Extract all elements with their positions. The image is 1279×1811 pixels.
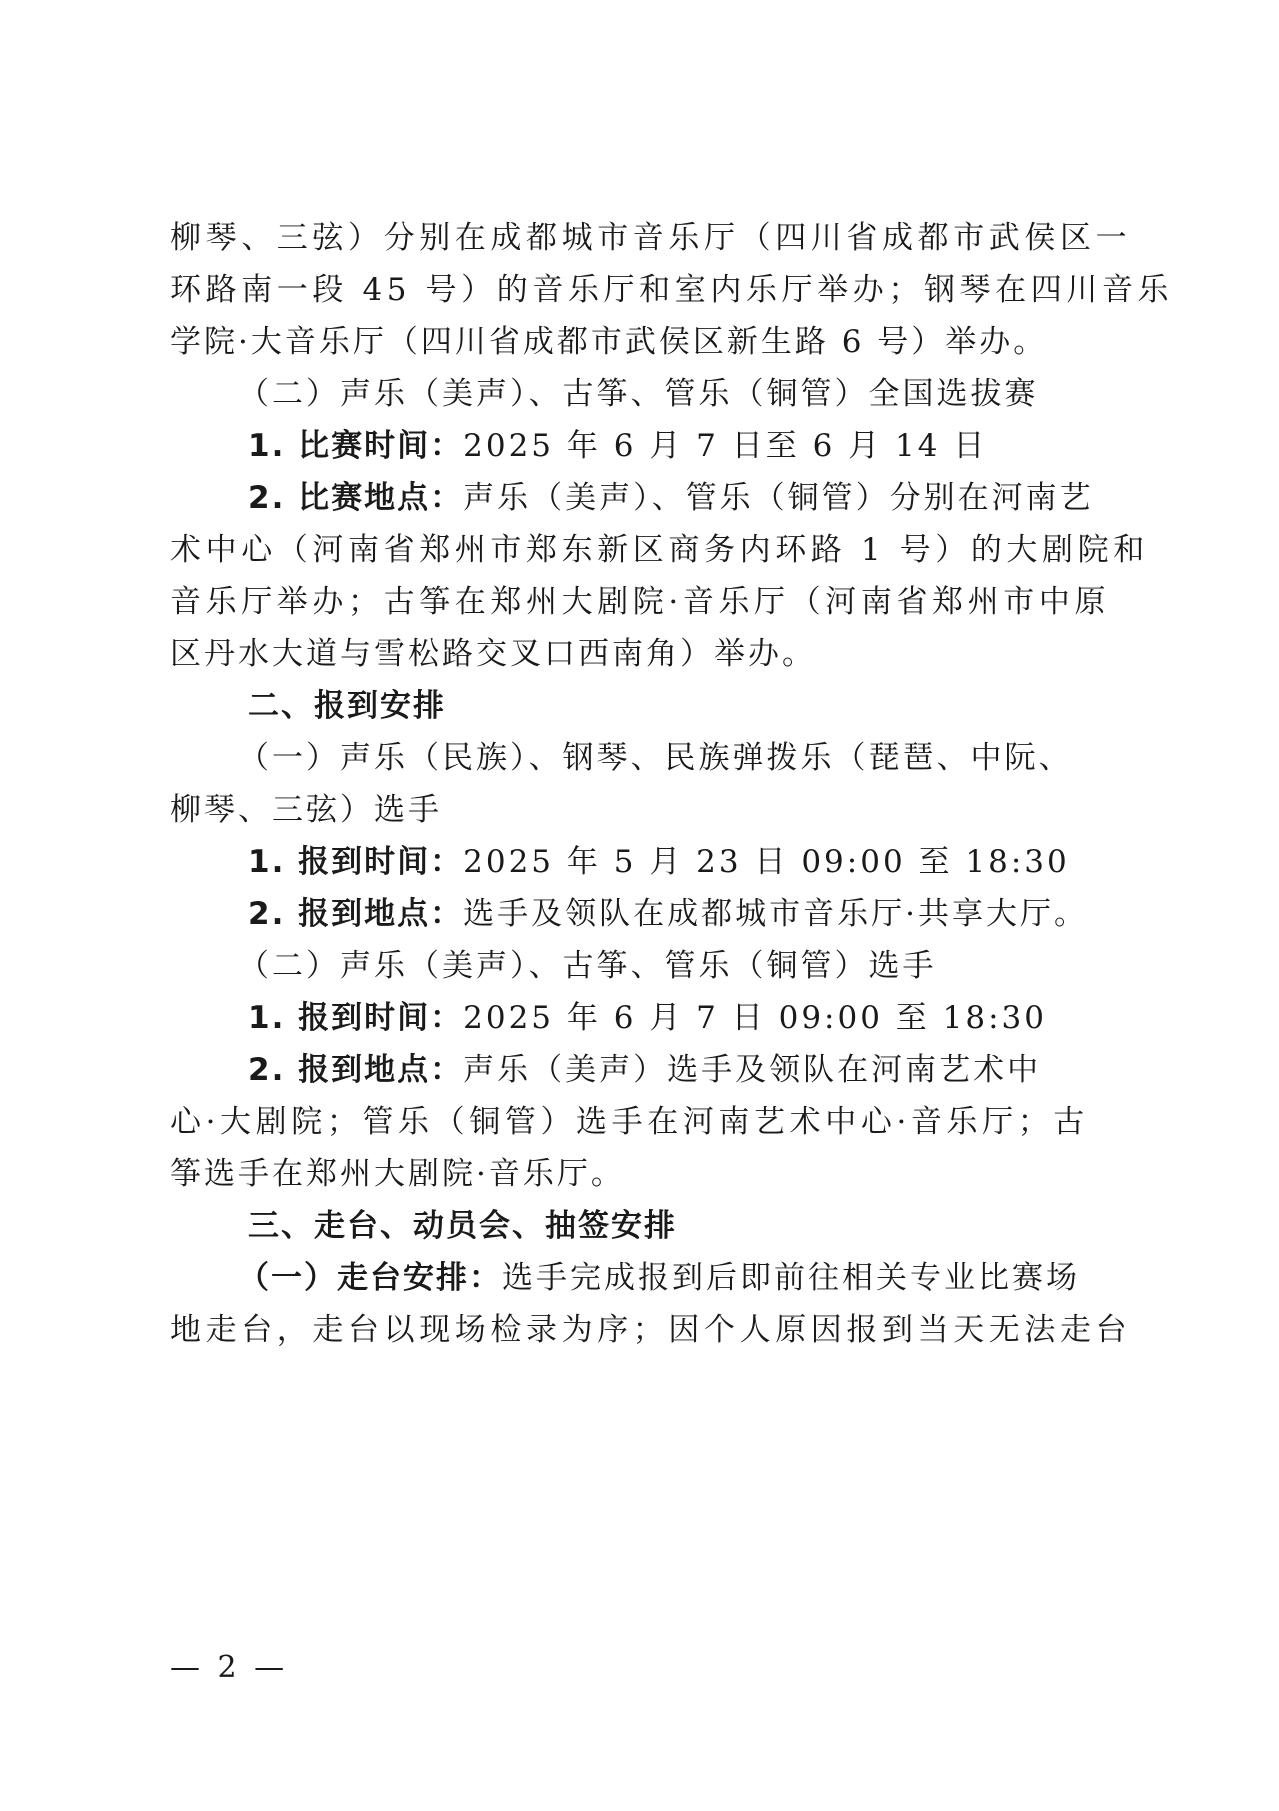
page-number: — 2 — [170,1650,289,1685]
item-label: 2. 报到地点： [248,1052,464,1088]
body-line-12: 柳琴、三弦）选手 [170,792,442,828]
item-text: 声乐（美声）、管乐（铜管）分别在河南艺 [463,480,1094,516]
body-line-22: 地走台，走台以现场检录为序；因个人原因报到当天无法走台 [170,1312,1132,1348]
item-text: 2025 年 5 月 23 日 09:00 至 18:30 [463,844,1070,880]
section-heading-rehearsal: 三、走台、动员会、抽签安排 [248,1208,677,1244]
item-registration-venue-1 [248,894,1188,934]
body-line-7: 术中心（河南省郑州市郑东新区商务内环路 1 号）的大剧院和 [170,532,1149,568]
body-line-3: 学院·大音乐厅（四川省成都市武侯区新生路 6 号）举办。 [170,324,1048,360]
item-rehearsal-arrangement [238,1258,1178,1298]
body-line-2: 环路南一段 45 号）的音乐厅和室内乐厅举办；钢琴在四川音乐 [170,272,1174,308]
item-label: （一）走台安排： [238,1260,502,1296]
item-text: 选手完成报到后即前往相关专业比赛场 [502,1260,1080,1296]
subheading-national-selection: （二）声乐（美声）、古筝、管乐（铜管）全国选拔赛 [238,376,1039,412]
item-competition-time [248,426,1188,466]
item-label: 2. 比赛地点： [248,480,464,516]
item-registration-venue-2 [248,1050,1188,1090]
item-label: 1. 报到时间： [248,1000,464,1036]
item-label: 1. 报到时间： [248,844,464,880]
item-text: 2025 年 6 月 7 日 09:00 至 18:30 [463,1000,1047,1036]
section-heading-registration: 二、报到安排 [248,688,446,724]
item-label: 1. 比赛时间： [248,428,464,464]
subheading-registration-group-1: （一）声乐（民族）、钢琴、民族弹拨乐（琵琶、中阮、 [238,740,1073,776]
item-label: 2. 报到地点： [248,896,464,932]
body-line-8: 音乐厅举办；古筝在郑州大剧院·音乐厅（河南省郑州市中原 [170,584,1111,620]
item-text: 2025 年 6 月 7 日至 6 月 14 日 [463,428,988,464]
body-line-1: 柳琴、三弦）分别在成都城市音乐厅（四川省成都市武侯区一 [170,220,1132,256]
item-text: 声乐（美声）选手及领队在河南艺术中 [463,1052,1042,1088]
item-text: 选手及领队在成都城市音乐厅·共享大厅。 [463,896,1088,932]
item-competition-venue [248,478,1188,518]
body-line-19: 筝选手在郑州大剧院·音乐厅。 [170,1156,625,1192]
subheading-registration-group-2: （二）声乐（美声）、古筝、管乐（铜管）选手 [238,948,937,984]
item-registration-time-1 [248,842,1188,882]
body-line-18: 心·大剧院；管乐（铜管）选手在河南艺术中心·音乐厅；古 [170,1104,1089,1140]
item-registration-time-2 [248,998,1188,1038]
body-line-9: 区丹水大道与雪松路交叉口西南角）举办。 [170,636,816,672]
